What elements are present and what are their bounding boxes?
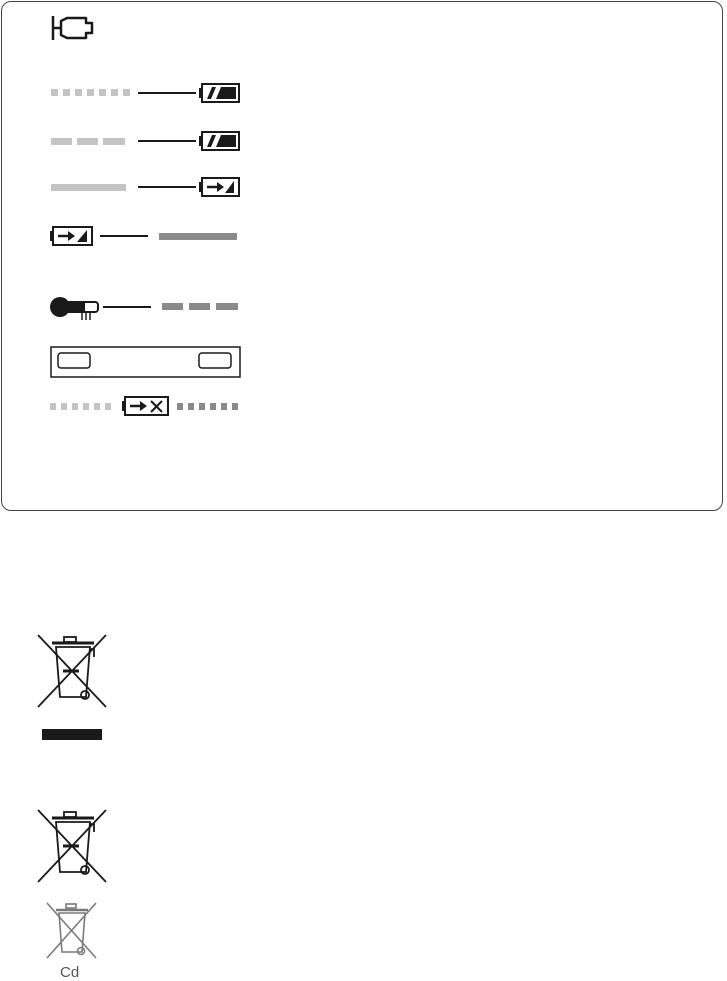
battery-charging-icon <box>50 227 92 245</box>
battery-full-icon <box>199 84 239 102</box>
crossed-bin-cadmium-icon <box>44 900 104 964</box>
weee-crossed-bin-icon <box>34 806 114 888</box>
charging-row-done <box>50 224 245 248</box>
battery-full-icon <box>199 132 239 150</box>
temperature-row <box>48 293 245 323</box>
battery-error-icon <box>122 397 168 415</box>
indicator-panel <box>1 1 723 511</box>
battery-full-row-slow <box>50 81 245 105</box>
battery-charging-icon <box>199 178 239 196</box>
charging-row-steady <box>50 175 245 199</box>
charger-plug-icon <box>50 14 96 42</box>
battery-full-row-blink <box>50 129 245 153</box>
thermometer-icon <box>50 297 98 320</box>
cadmium-label: Cd <box>60 964 80 981</box>
weee-crossed-bin-with-bar-icon <box>34 631 114 743</box>
charging-error-row <box>48 394 245 418</box>
indicator-bar-icon <box>50 346 242 380</box>
